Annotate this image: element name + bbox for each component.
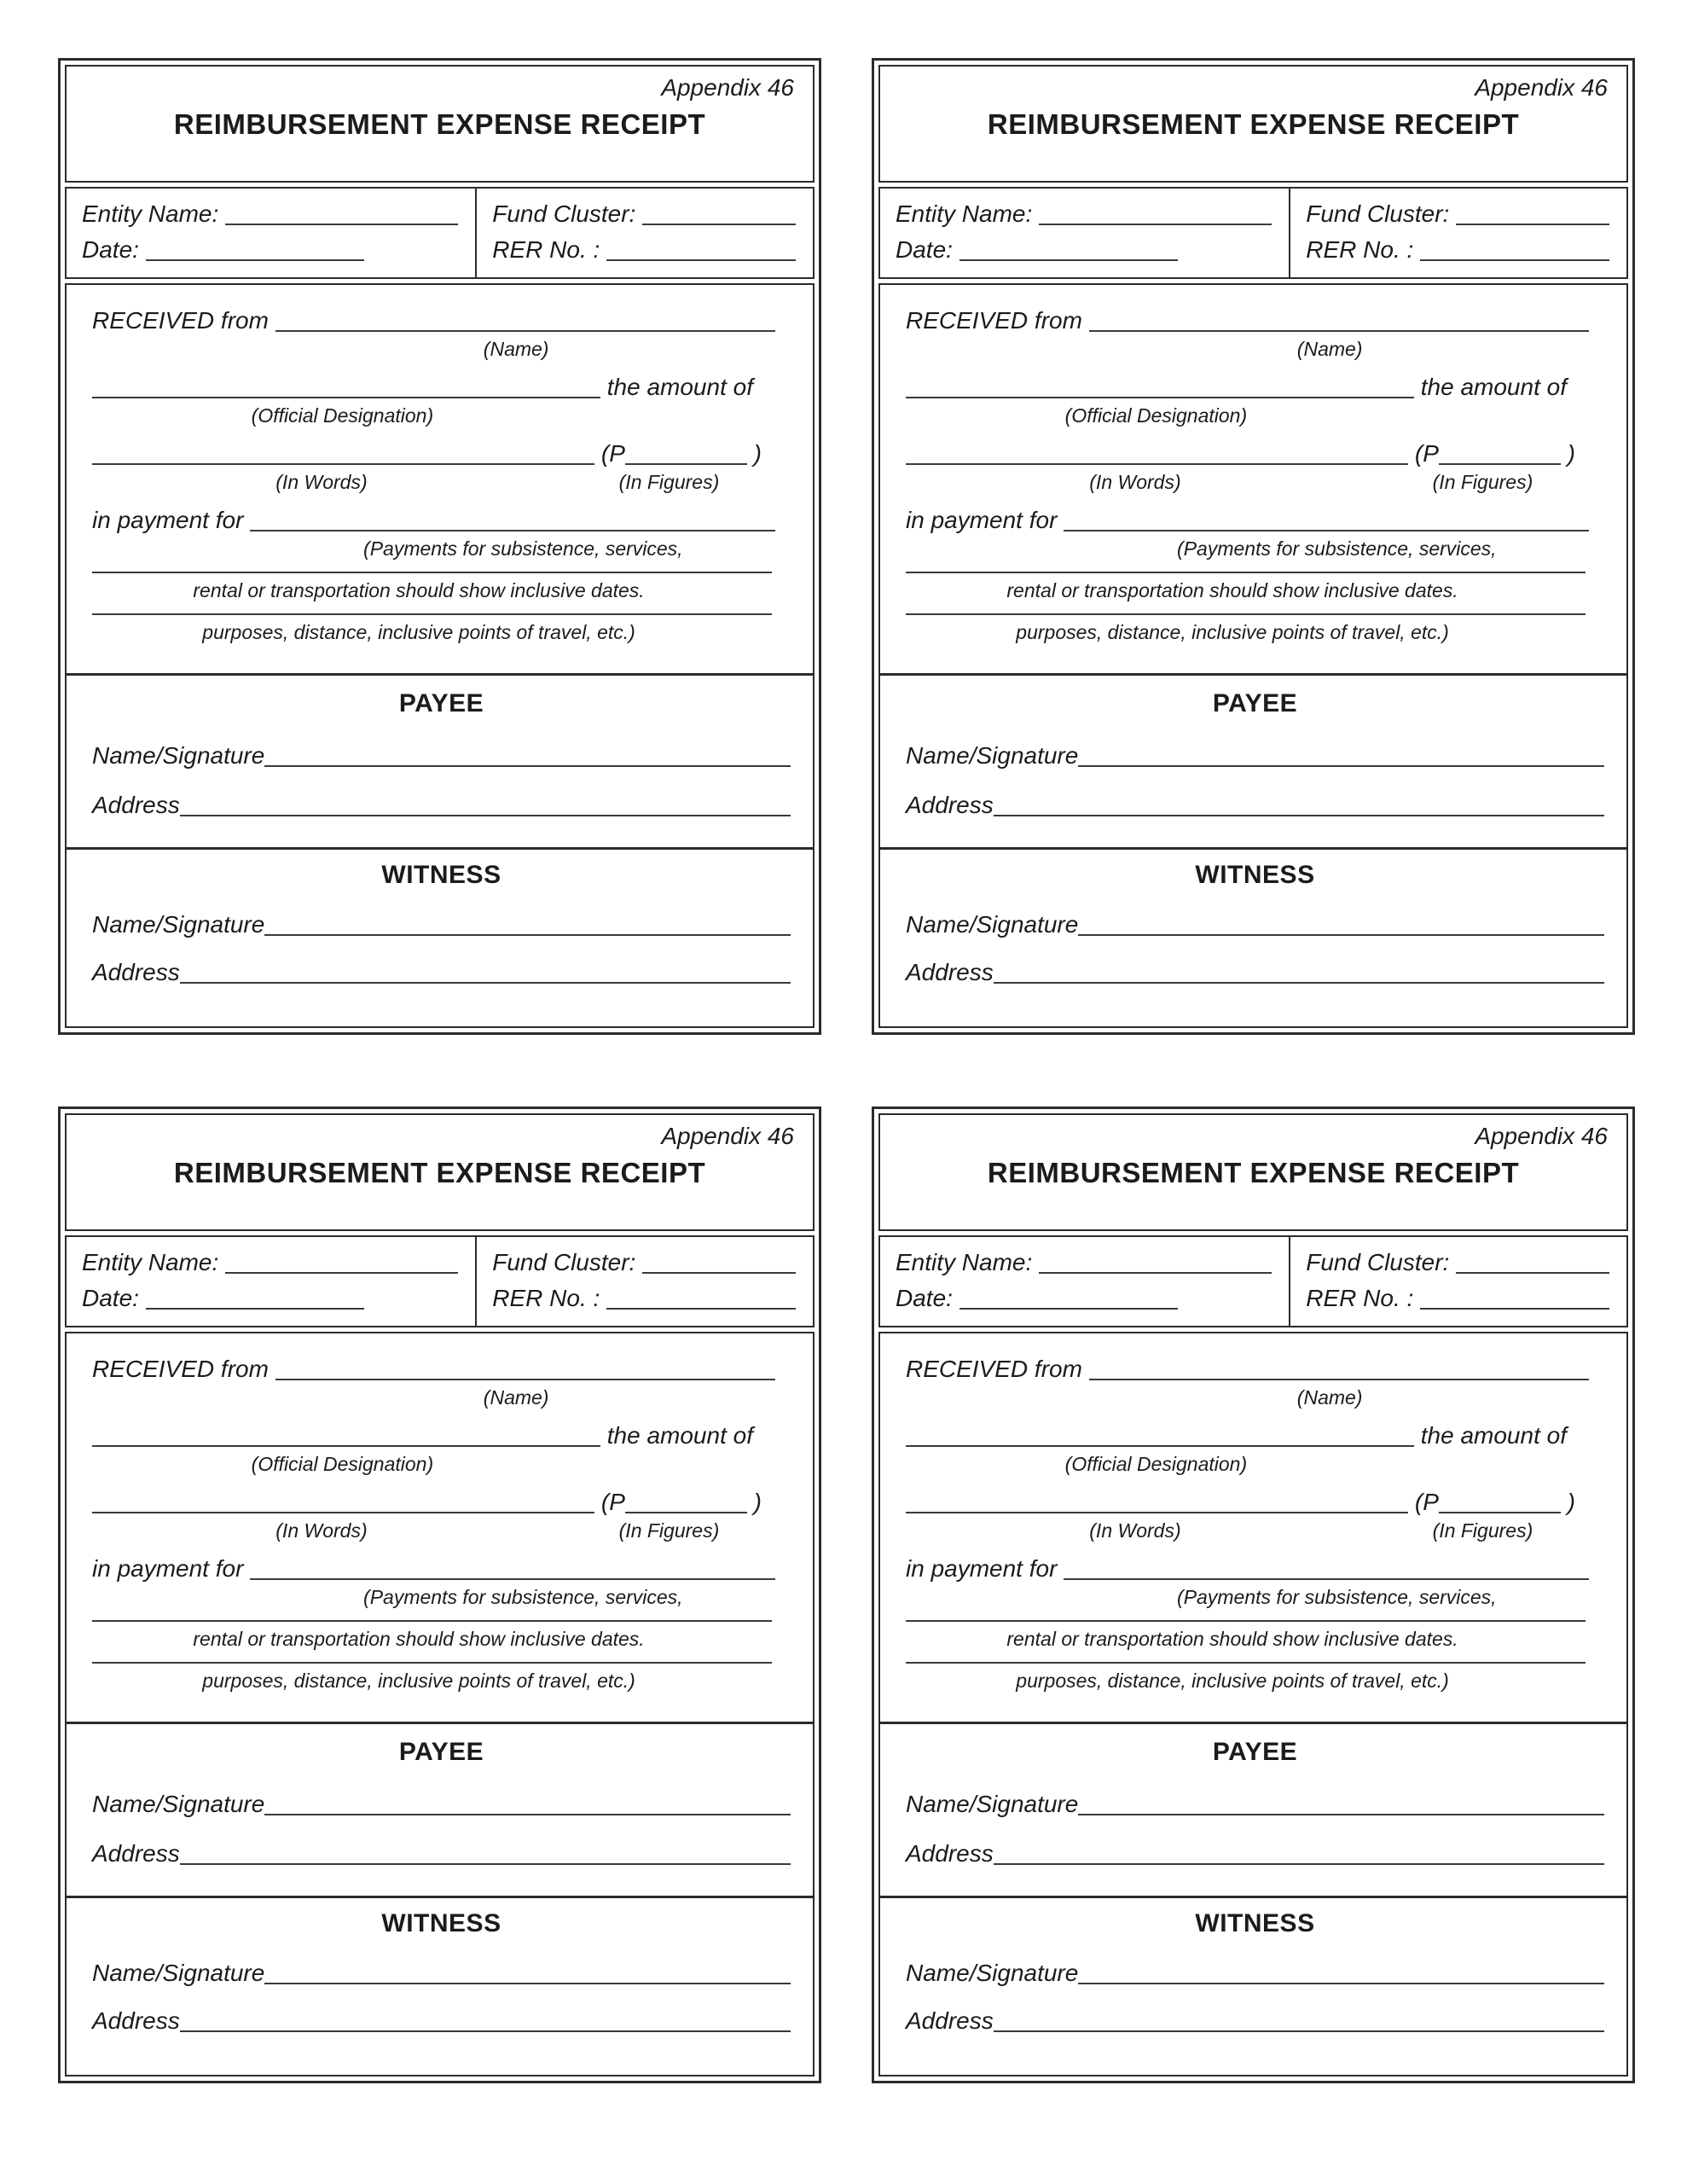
in-payment-for-block xyxy=(906,1554,1601,1609)
peso-close-label: ) xyxy=(746,1489,762,1515)
peso-amount-underline xyxy=(1439,1512,1561,1513)
witness-heading: WITNESS xyxy=(1195,1909,1315,1937)
witness-address-label: Address xyxy=(92,959,180,985)
entity-name-row xyxy=(82,1247,458,1278)
payment-caption-line1: (Payments for subsistence, services, xyxy=(363,537,683,560)
payee-address-underline xyxy=(180,1863,791,1865)
receipt-form-bottom-right xyxy=(872,1107,1635,2083)
payee-address-underline xyxy=(994,1863,1604,1865)
entity-name-label: Entity Name: xyxy=(82,200,226,227)
peso-open-label: (P xyxy=(594,1489,625,1515)
witness-section xyxy=(880,1898,1626,2075)
rer-no-row xyxy=(1306,1283,1609,1314)
received-from-underline xyxy=(1089,330,1589,332)
payee-heading: PAYEE xyxy=(398,1738,484,1766)
main-section xyxy=(878,283,1628,1028)
in-payment-for-block xyxy=(906,505,1601,561)
in-words-caption: (In Words) xyxy=(275,1519,368,1542)
witness-name-signature-row xyxy=(906,909,1604,940)
date-underline xyxy=(959,1308,1178,1310)
witness-name-signature-label: Name/Signature xyxy=(92,1960,265,1986)
payee-name-signature-underline xyxy=(264,1814,791,1815)
fund-cluster-label: Fund Cluster: xyxy=(1306,1249,1457,1275)
amount-of-label: the amount of xyxy=(600,374,753,400)
witness-address-label: Address xyxy=(906,2007,994,2034)
received-from-block xyxy=(906,305,1601,361)
inclusive-dates-underline xyxy=(92,572,772,573)
payee-section xyxy=(67,676,813,850)
fund-cluster-row xyxy=(492,199,796,229)
title-section xyxy=(878,1113,1628,1231)
entity-name-label: Entity Name: xyxy=(896,200,1040,227)
witness-address-label: Address xyxy=(92,2007,180,2034)
payee-heading: PAYEE xyxy=(398,689,484,717)
name-caption: (Name) xyxy=(1296,338,1363,360)
witness-name-signature-label: Name/Signature xyxy=(906,911,1079,938)
witness-heading: WITNESS xyxy=(381,861,501,889)
fund-cluster-underline xyxy=(1456,1272,1609,1274)
rer-no-label: RER No. : xyxy=(492,1285,607,1311)
appendix-label: Appendix 46 xyxy=(661,1123,794,1149)
received-from-block xyxy=(906,1354,1601,1409)
entity-date-cell xyxy=(880,189,1290,277)
amount-of-label: the amount of xyxy=(1413,374,1567,400)
in-words-caption: (In Words) xyxy=(1089,1519,1181,1542)
receipt-form-top-right xyxy=(872,58,1635,1035)
in-words-figures-block xyxy=(906,439,1601,494)
payee-address-label: Address xyxy=(92,792,180,818)
witness-heading: WITNESS xyxy=(381,1909,501,1937)
payee-name-signature-label: Name/Signature xyxy=(906,742,1079,769)
in-words-figures-block xyxy=(92,439,787,494)
payee-section xyxy=(880,676,1626,850)
receipt-form-top-left xyxy=(58,58,821,1035)
peso-close-label: ) xyxy=(1560,440,1575,467)
witness-name-signature-row xyxy=(906,1958,1604,1989)
main-section xyxy=(65,283,815,1028)
witness-address-underline xyxy=(180,2030,791,2032)
witness-address-row xyxy=(92,957,791,988)
entity-fund-section xyxy=(878,187,1628,279)
in-payment-for-underline xyxy=(250,1578,775,1580)
payee-address-underline xyxy=(180,815,791,816)
witness-address-row xyxy=(906,2006,1604,2036)
date-label: Date: xyxy=(82,236,146,263)
in-figures-caption: (In Figures) xyxy=(618,471,720,493)
fund-rer-cell xyxy=(1290,189,1626,277)
amount-of-block xyxy=(92,1420,787,1476)
payee-name-signature-underline xyxy=(264,765,791,767)
in-words-figures-block xyxy=(92,1487,787,1542)
received-from-label: RECEIVED from xyxy=(906,307,1089,334)
witness-name-signature-underline xyxy=(1078,1983,1604,1984)
date-underline xyxy=(146,1308,364,1310)
payee-address-label: Address xyxy=(906,1840,994,1867)
inclusive-dates-underline xyxy=(906,1620,1586,1622)
official-designation-caption: (Official Designation) xyxy=(251,404,434,427)
in-payment-for-block xyxy=(92,505,787,561)
date-row xyxy=(896,1283,1272,1314)
fund-cluster-label: Fund Cluster: xyxy=(492,1249,643,1275)
purposes-underline xyxy=(92,1662,772,1664)
date-label: Date: xyxy=(896,236,959,263)
witness-name-signature-underline xyxy=(264,1983,791,1984)
witness-section xyxy=(67,850,813,1026)
rer-no-underline xyxy=(1420,259,1609,261)
received-from-label: RECEIVED from xyxy=(92,1356,275,1382)
fund-cluster-row xyxy=(1306,1247,1609,1278)
form-title: REIMBURSEMENT EXPENSE RECEIPT xyxy=(987,1157,1520,1188)
payment-caption-line3: purposes, distance, inclusive points of travel, etc.) xyxy=(202,621,635,643)
peso-open-label: (P xyxy=(594,440,625,467)
purposes-block xyxy=(92,613,787,644)
entity-name-underline xyxy=(225,224,458,225)
purposes-block xyxy=(92,1662,787,1693)
rer-no-underline xyxy=(1420,1308,1609,1310)
payment-caption-line3: purposes, distance, inclusive points of travel, etc.) xyxy=(202,1670,635,1692)
in-words-figures-block xyxy=(906,1487,1601,1542)
inclusive-dates-block xyxy=(92,572,787,602)
witness-address-label: Address xyxy=(906,959,994,985)
purposes-block xyxy=(906,1662,1601,1693)
received-body-section xyxy=(67,285,813,676)
entity-date-cell xyxy=(67,1237,477,1326)
entity-name-row xyxy=(896,1247,1272,1278)
date-underline xyxy=(146,259,364,261)
peso-amount-underline xyxy=(625,463,747,465)
in-payment-for-label: in payment for xyxy=(906,507,1064,533)
amount-of-block xyxy=(906,1420,1601,1476)
fund-rer-cell xyxy=(477,189,813,277)
payee-name-signature-label: Name/Signature xyxy=(92,1791,265,1817)
official-designation-underline xyxy=(906,397,1414,398)
received-from-block xyxy=(92,1354,787,1409)
received-from-label: RECEIVED from xyxy=(92,307,275,334)
in-words-underline xyxy=(92,1512,594,1513)
payment-caption-line1: (Payments for subsistence, services, xyxy=(1177,1586,1497,1608)
witness-name-signature-label: Name/Signature xyxy=(92,911,265,938)
peso-amount-underline xyxy=(1439,463,1561,465)
received-from-underline xyxy=(1089,1379,1589,1380)
payee-address-label: Address xyxy=(906,792,994,818)
main-section xyxy=(65,1332,815,2077)
in-payment-for-underline xyxy=(1064,530,1589,531)
payment-caption-line2: rental or transportation should show inclusive dates. xyxy=(193,579,645,601)
inclusive-dates-underline xyxy=(92,1620,772,1622)
purposes-block xyxy=(906,613,1601,644)
peso-open-label: (P xyxy=(1408,440,1439,467)
rer-no-label: RER No. : xyxy=(1306,236,1421,263)
name-caption: (Name) xyxy=(483,1386,549,1409)
rer-no-row xyxy=(1306,235,1609,265)
official-designation-underline xyxy=(92,1445,600,1447)
rer-no-row xyxy=(492,235,796,265)
date-label: Date: xyxy=(82,1285,146,1311)
inclusive-dates-block xyxy=(92,1620,787,1651)
entity-name-underline xyxy=(225,1272,458,1274)
peso-open-label: (P xyxy=(1408,1489,1439,1515)
rer-no-label: RER No. : xyxy=(1306,1285,1421,1311)
official-designation-caption: (Official Designation) xyxy=(1064,1453,1248,1475)
fund-cluster-label: Fund Cluster: xyxy=(1306,200,1457,227)
payment-caption-line3: purposes, distance, inclusive points of travel, etc.) xyxy=(1016,1670,1449,1692)
fund-cluster-label: Fund Cluster: xyxy=(492,200,643,227)
payee-name-signature-label: Name/Signature xyxy=(906,1791,1079,1817)
payment-caption-line3: purposes, distance, inclusive points of travel, etc.) xyxy=(1016,621,1449,643)
appendix-label: Appendix 46 xyxy=(661,74,794,101)
payee-address-row xyxy=(906,790,1604,821)
main-section xyxy=(878,1332,1628,2077)
date-label: Date: xyxy=(896,1285,959,1311)
form-title: REIMBURSEMENT EXPENSE RECEIPT xyxy=(173,1157,706,1188)
date-underline xyxy=(959,259,1178,261)
date-row xyxy=(896,235,1272,265)
in-figures-caption: (In Figures) xyxy=(618,1519,720,1542)
payee-name-signature-row xyxy=(906,1789,1604,1820)
payee-heading: PAYEE xyxy=(1212,689,1298,717)
fund-cluster-underline xyxy=(642,224,796,225)
peso-close-label: ) xyxy=(746,440,762,467)
in-payment-for-label: in payment for xyxy=(92,1555,251,1582)
fund-cluster-underline xyxy=(642,1272,796,1274)
payment-caption-line1: (Payments for subsistence, services, xyxy=(363,1586,683,1608)
witness-address-underline xyxy=(994,982,1604,984)
date-row xyxy=(82,1283,458,1314)
payee-address-label: Address xyxy=(92,1840,180,1867)
entity-name-label: Entity Name: xyxy=(82,1249,226,1275)
inclusive-dates-block xyxy=(906,572,1601,602)
witness-address-row xyxy=(92,2006,791,2036)
fund-rer-cell xyxy=(477,1237,813,1326)
payee-name-signature-row xyxy=(906,741,1604,771)
entity-fund-section xyxy=(65,1235,815,1327)
witness-heading: WITNESS xyxy=(1195,861,1315,889)
official-designation-underline xyxy=(92,397,600,398)
rer-no-row xyxy=(492,1283,796,1314)
amount-of-block xyxy=(906,372,1601,427)
official-designation-caption: (Official Designation) xyxy=(1064,404,1248,427)
entity-date-cell xyxy=(880,1237,1290,1326)
payee-section xyxy=(880,1724,1626,1898)
purposes-underline xyxy=(906,1662,1586,1664)
payment-caption-line2: rental or transportation should show inclusive dates. xyxy=(1006,579,1458,601)
in-figures-caption: (In Figures) xyxy=(1432,1519,1533,1542)
purposes-underline xyxy=(92,613,772,615)
amount-of-block xyxy=(92,372,787,427)
witness-address-underline xyxy=(994,2030,1604,2032)
fund-cluster-row xyxy=(1306,199,1609,229)
peso-amount-underline xyxy=(625,1512,747,1513)
appendix-label: Appendix 46 xyxy=(1475,1123,1608,1149)
witness-section xyxy=(67,1898,813,2075)
received-from-label: RECEIVED from xyxy=(906,1356,1089,1382)
payment-caption-line2: rental or transportation should show inclusive dates. xyxy=(193,1628,645,1650)
witness-address-underline xyxy=(180,982,791,984)
entity-name-row xyxy=(896,199,1272,229)
appendix-label: Appendix 46 xyxy=(1475,74,1608,101)
entity-name-label: Entity Name: xyxy=(896,1249,1040,1275)
in-words-underline xyxy=(92,463,594,465)
received-body-section xyxy=(67,1333,813,1724)
peso-close-label: ) xyxy=(1560,1489,1575,1515)
payee-section xyxy=(67,1724,813,1898)
received-body-section xyxy=(880,285,1626,676)
inclusive-dates-underline xyxy=(906,572,1586,573)
payee-address-underline xyxy=(994,815,1604,816)
witness-name-signature-row xyxy=(92,1958,791,1989)
witness-name-signature-underline xyxy=(264,934,791,936)
rer-no-label: RER No. : xyxy=(492,236,607,263)
witness-name-signature-row xyxy=(92,909,791,940)
payee-name-signature-row xyxy=(92,1789,791,1820)
fund-cluster-row xyxy=(492,1247,796,1278)
purposes-underline xyxy=(906,613,1586,615)
name-caption: (Name) xyxy=(483,338,549,360)
witness-section xyxy=(880,850,1626,1026)
payee-address-row xyxy=(906,1838,1604,1869)
witness-address-row xyxy=(906,957,1604,988)
payee-address-row xyxy=(92,1838,791,1869)
receipt-form-bottom-left xyxy=(58,1107,821,2083)
form-title: REIMBURSEMENT EXPENSE RECEIPT xyxy=(173,108,706,140)
in-payment-for-underline xyxy=(250,530,775,531)
payee-name-signature-label: Name/Signature xyxy=(92,742,265,769)
amount-of-label: the amount of xyxy=(600,1422,753,1449)
fund-cluster-underline xyxy=(1456,224,1609,225)
payee-name-signature-row xyxy=(92,741,791,771)
received-from-underline xyxy=(275,1379,775,1380)
in-words-underline xyxy=(906,1512,1408,1513)
received-from-underline xyxy=(275,330,775,332)
in-words-underline xyxy=(906,463,1408,465)
entity-name-underline xyxy=(1039,224,1272,225)
title-section xyxy=(65,1113,815,1231)
payee-address-row xyxy=(92,790,791,821)
payee-name-signature-underline xyxy=(1078,765,1604,767)
in-payment-for-underline xyxy=(1064,1578,1589,1580)
entity-name-row xyxy=(82,199,458,229)
entity-date-cell xyxy=(67,189,477,277)
in-words-caption: (In Words) xyxy=(275,471,368,493)
form-title: REIMBURSEMENT EXPENSE RECEIPT xyxy=(987,108,1520,140)
official-designation-underline xyxy=(906,1445,1414,1447)
received-body-section xyxy=(880,1333,1626,1724)
witness-name-signature-underline xyxy=(1078,934,1604,936)
rer-no-underline xyxy=(606,259,796,261)
payee-name-signature-underline xyxy=(1078,1814,1604,1815)
in-payment-for-label: in payment for xyxy=(92,507,251,533)
name-caption: (Name) xyxy=(1296,1386,1363,1409)
in-words-caption: (In Words) xyxy=(1089,471,1181,493)
payment-caption-line1: (Payments for subsistence, services, xyxy=(1177,537,1497,560)
payment-caption-line2: rental or transportation should show inclusive dates. xyxy=(1006,1628,1458,1650)
witness-name-signature-label: Name/Signature xyxy=(906,1960,1079,1986)
entity-fund-section xyxy=(878,1235,1628,1327)
date-row xyxy=(82,235,458,265)
in-payment-for-label: in payment for xyxy=(906,1555,1064,1582)
in-payment-for-block xyxy=(92,1554,787,1609)
in-figures-caption: (In Figures) xyxy=(1432,471,1533,493)
title-section xyxy=(65,65,815,183)
title-section xyxy=(878,65,1628,183)
received-from-block xyxy=(92,305,787,361)
payee-heading: PAYEE xyxy=(1212,1738,1298,1766)
official-designation-caption: (Official Designation) xyxy=(251,1453,434,1475)
entity-name-underline xyxy=(1039,1272,1272,1274)
fund-rer-cell xyxy=(1290,1237,1626,1326)
entity-fund-section xyxy=(65,187,815,279)
amount-of-label: the amount of xyxy=(1413,1422,1567,1449)
inclusive-dates-block xyxy=(906,1620,1601,1651)
rer-no-underline xyxy=(606,1308,796,1310)
